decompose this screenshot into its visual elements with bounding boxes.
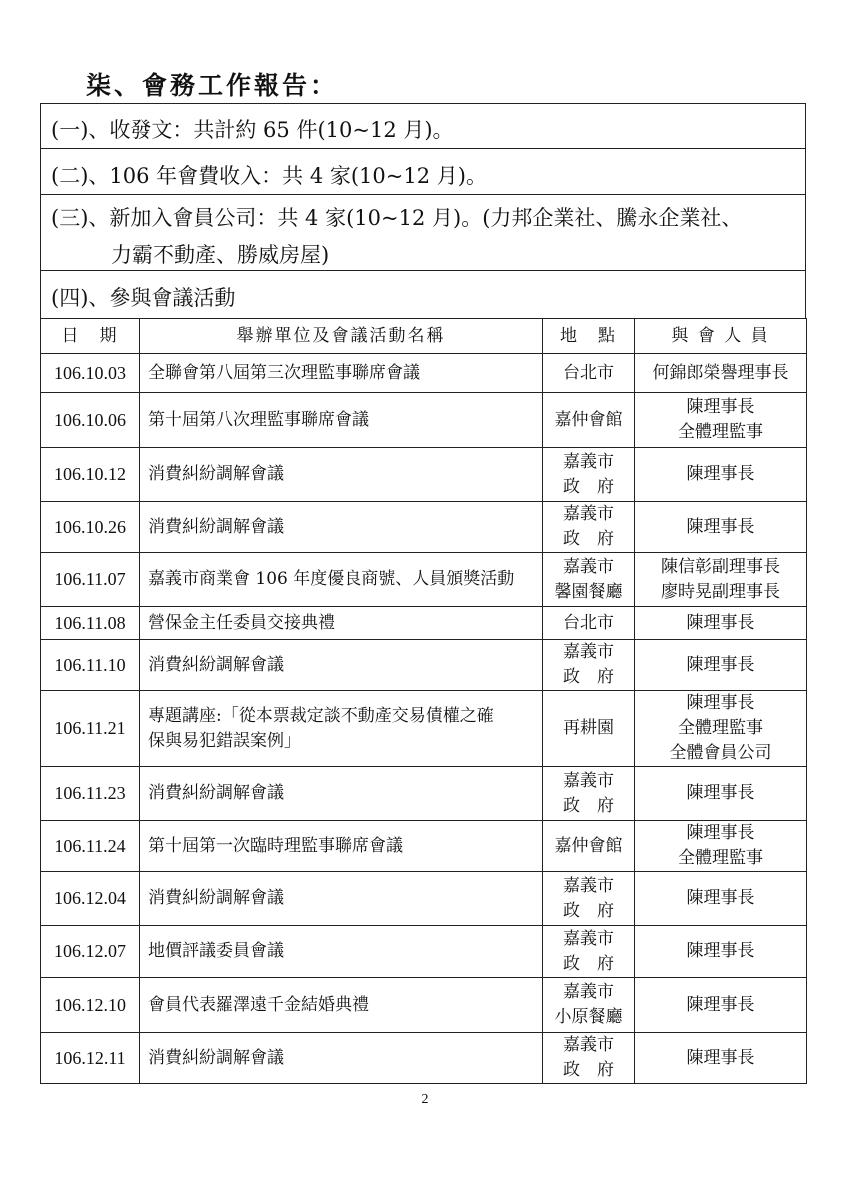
row-place-line: 嘉仲會館: [554, 835, 623, 856]
row-name: [140, 691, 543, 767]
row-name: [140, 607, 543, 640]
row-date-text: 106.11.10: [54, 654, 126, 675]
row-people-line: 陳理事長: [686, 1047, 755, 1068]
row-name-line: 嘉義市商業會 106 年度優良商號、人員頒獎活動: [148, 569, 515, 589]
row-name: [140, 502, 543, 553]
row-name: [140, 354, 543, 393]
row-name-line: 營保金主任委員交接典禮: [148, 612, 335, 633]
row-place: [543, 502, 635, 553]
report-item-3-line1: (三)、新加入會員公司：共 4 家(10~12 月)。(力邦企業社、騰永企業社、: [51, 206, 743, 230]
row-people: [635, 448, 807, 502]
report-item-4-text: (四)、參與會議活動: [51, 286, 236, 310]
row-people: [635, 502, 807, 553]
row-date-text: 106.10.06: [54, 409, 126, 430]
table-row: [41, 767, 807, 821]
row-people-line: 全體理監事: [678, 718, 763, 738]
page-number: 2: [421, 1092, 429, 1107]
report-item-2-text: (二)、106 年會費收入：共 4 家(10~12 月)。: [51, 164, 487, 188]
row-name-line: 專題講座:「從本票裁定談不動產交易債權之確: [148, 705, 494, 726]
row-place-line: 嘉義市: [563, 556, 614, 577]
row-name-line: 保與易犯錯誤案例」: [148, 730, 301, 751]
table-row: [41, 640, 807, 691]
row-place-line: 再耕園: [563, 718, 614, 738]
row-people-line: 陳理事長: [686, 994, 755, 1015]
row-place-line: 嘉義市: [563, 504, 614, 524]
table-row: [41, 926, 807, 978]
table-row: [41, 978, 807, 1033]
report-item-3: [40, 194, 806, 271]
row-name-line: 消費糾紛調解會議: [148, 516, 284, 537]
row-place-line: 政 府: [563, 953, 614, 974]
row-place: [543, 640, 635, 691]
row-date: [41, 767, 140, 821]
row-people-line: 陳理事長: [686, 941, 755, 961]
row-people-line: 陳理事長: [686, 612, 755, 633]
row-date: [41, 978, 140, 1033]
row-place: [543, 978, 635, 1033]
row-place: [543, 607, 635, 640]
row-date: [41, 354, 140, 393]
row-place-line: 政 府: [563, 529, 614, 549]
row-place-line: 嘉義市: [563, 1035, 614, 1055]
row-date-text: 106.11.21: [54, 718, 126, 738]
row-date-text: 106.10.03: [54, 362, 126, 383]
row-people-line: 陳理事長: [686, 783, 755, 803]
row-place: [543, 872, 635, 926]
table-row: [41, 607, 807, 640]
section-title: 柒、會務工作報告：: [86, 71, 339, 100]
row-people-line: 陳理事長: [686, 823, 755, 843]
row-name: [140, 821, 543, 872]
row-date: [41, 640, 140, 691]
row-date: [41, 691, 140, 767]
row-people-line: 陳理事長: [686, 654, 755, 675]
row-place-line: 嘉義市: [563, 642, 614, 662]
row-name: [140, 926, 543, 978]
row-date-text: 106.11.24: [54, 835, 126, 856]
row-name: [140, 553, 543, 607]
row-place-line: 政 府: [563, 795, 614, 816]
row-place-line: 嘉仲會館: [554, 409, 623, 430]
row-people-line: 陳理事長: [686, 464, 755, 484]
row-place: [543, 1033, 635, 1084]
row-people-line: 全體理監事: [678, 422, 763, 442]
row-name-line: 消費糾紛調解會議: [148, 464, 284, 484]
row-people: [635, 872, 807, 926]
row-place: [543, 821, 635, 872]
row-people: [635, 926, 807, 978]
row-date-text: 106.11.08: [54, 612, 126, 633]
row-date-text: 106.10.26: [54, 516, 126, 537]
row-place: [543, 393, 635, 448]
row-name-line: 全聯會第八屆第三次理監事聯席會議: [148, 362, 420, 383]
row-name-line: 會員代表羅澤遠千金結婚典禮: [148, 994, 369, 1015]
row-people: [635, 1033, 807, 1084]
table-row: [41, 821, 807, 872]
row-people: [635, 691, 807, 767]
row-people: [635, 978, 807, 1033]
table-row: [41, 553, 807, 607]
row-name-line: 消費糾紛調解會議: [148, 888, 284, 908]
row-people: [635, 393, 807, 448]
row-date: [41, 821, 140, 872]
table-row: [41, 1033, 807, 1084]
row-date-text: 106.10.12: [54, 464, 126, 484]
row-date-text: 106.12.11: [54, 1047, 126, 1068]
header-people: 與 會 人 員: [635, 319, 807, 354]
header-name: 舉辦單位及會議活動名稱: [140, 319, 543, 354]
row-name: [140, 767, 543, 821]
row-place-line: 政 府: [563, 1060, 614, 1080]
row-name-line: 消費糾紛調解會議: [148, 783, 284, 803]
row-date-text: 106.12.07: [54, 941, 126, 961]
row-name: [140, 978, 543, 1033]
row-date: [41, 1033, 140, 1084]
row-date: [41, 872, 140, 926]
row-name: [140, 393, 543, 448]
row-place: [543, 767, 635, 821]
row-people-line: 陳理事長: [686, 397, 755, 417]
row-place-line: 嘉義市: [563, 451, 614, 472]
row-people: [635, 354, 807, 393]
row-place-line: 台北市: [563, 362, 614, 383]
row-name-line: 第十屆第八次理監事聯席會議: [148, 409, 369, 430]
row-place-line: 政 府: [563, 667, 614, 687]
report-item-3-line2: 力霸不動產、勝威房屋): [111, 243, 330, 267]
row-place: [543, 691, 635, 767]
row-people-line: 全體理監事: [678, 848, 763, 868]
row-people-line: 廖時晃副理事長: [661, 581, 780, 602]
row-date-text: 106.12.10: [54, 994, 126, 1015]
table-row: [41, 691, 807, 767]
row-place-line: 小原餐廳: [554, 1007, 623, 1027]
row-name: [140, 640, 543, 691]
row-place-line: 嘉義市: [563, 770, 614, 791]
report-item-4: [40, 270, 806, 319]
row-date: [41, 607, 140, 640]
row-name-line: 消費糾紛調解會議: [148, 1047, 284, 1068]
row-place: [543, 926, 635, 978]
row-place-line: 嘉義市: [563, 928, 614, 949]
header-date: 日 期: [41, 319, 140, 354]
row-name-line: 第十屆第一次臨時理監事聯席會議: [148, 835, 403, 856]
row-people-line: 全體會員公司: [669, 743, 772, 763]
row-name: [140, 1033, 543, 1084]
row-people-line: 陳理事長: [686, 693, 755, 713]
row-date: [41, 553, 140, 607]
meeting-table: [40, 318, 807, 1084]
row-people: [635, 607, 807, 640]
table-row: [41, 393, 807, 448]
row-place-line: 嘉義市: [563, 875, 614, 896]
row-date: [41, 393, 140, 448]
table-row: [41, 872, 807, 926]
row-place-line: 馨園餐廳: [554, 581, 623, 602]
row-people: [635, 767, 807, 821]
row-place: [543, 553, 635, 607]
table-body: [41, 354, 807, 1084]
row-people-line: 陳信彰副理事長: [661, 556, 780, 577]
row-date: [41, 448, 140, 502]
row-people: [635, 553, 807, 607]
report-item-1-text: (一)、收發文：共計約 65 件(10~12 月)。: [51, 118, 454, 142]
row-place-line: 政 府: [563, 900, 614, 921]
row-date: [41, 926, 140, 978]
row-people-line: 陳理事長: [686, 516, 755, 537]
row-date-text: 106.12.04: [54, 888, 126, 908]
row-place-line: 嘉義市: [563, 982, 614, 1002]
row-name-line: 消費糾紛調解會議: [148, 654, 284, 675]
row-people: [635, 640, 807, 691]
report-item-2: [40, 148, 806, 195]
table-header-row: [41, 319, 807, 354]
header-place: 地 點: [543, 319, 635, 354]
row-name-line: 地價評議委員會議: [148, 941, 284, 961]
row-name: [140, 448, 543, 502]
row-place: [543, 448, 635, 502]
report-item-1: [40, 103, 806, 149]
row-people: [635, 821, 807, 872]
row-name: [140, 872, 543, 926]
row-people-line: 何錦郎榮譽理事長: [652, 362, 789, 383]
row-date-text: 106.11.07: [54, 569, 126, 589]
table-row: [41, 502, 807, 553]
row-place-line: 台北市: [563, 612, 614, 633]
table-row: [41, 448, 807, 502]
row-people-line: 陳理事長: [686, 888, 755, 908]
row-place-line: 政 府: [563, 476, 614, 497]
row-date-text: 106.11.23: [54, 783, 126, 803]
table-row: [41, 354, 807, 393]
row-place: [543, 354, 635, 393]
row-date: [41, 502, 140, 553]
